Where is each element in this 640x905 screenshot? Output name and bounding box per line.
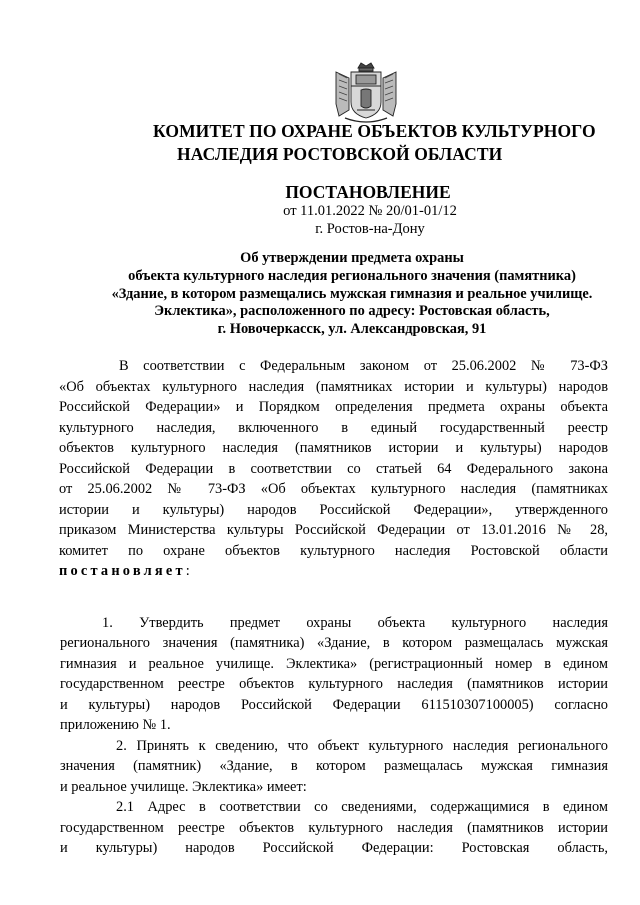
item-1-paragraph <box>60 613 608 736</box>
item-line: приложению № 1. <box>60 717 171 733</box>
document-date-number: от 11.01.2022 № 20/01-01/12 <box>283 203 457 219</box>
item-2-1-paragraph <box>60 797 608 859</box>
subject-line: объекта культурного наследия регионального значения (памятника) <box>128 267 576 284</box>
preamble-line: «Об объектах культурного наследия (памятниках истории и культуры) народов <box>59 378 608 395</box>
item-2-paragraph <box>60 736 608 798</box>
org-line-2: НАСЛЕДИЯ РОСТОВСКОЙ ОБЛАСТИ <box>177 144 503 164</box>
item-line: регионального значения (памятника) «Здание, в котором размещалась мужская <box>60 635 608 651</box>
item-line: государственном реестре объектов культурного наследия (памятников истории <box>60 819 608 836</box>
item-line: значения (памятник) «Здание, в котором размещалась мужская гимназия <box>60 758 608 774</box>
org-line-1: КОМИТЕТ ПО ОХРАНЕ ОБЪЕКТОВ КУЛЬТУРНОГО <box>153 121 596 141</box>
preamble-line: В соответствии с Федеральным законом от 25.06.2002 № 73-ФЗ <box>119 358 608 374</box>
document-type: ПОСТАНОВЛЕНИЕ <box>285 182 451 202</box>
item-line: 2.1 Адрес в соответствии со сведениями, содержащимися в едином <box>116 799 608 815</box>
organization-name <box>120 120 620 166</box>
item-line: 2. Принять к сведению, что объект культурного наследия регионального <box>116 737 608 754</box>
subject-line: г. Новочеркасск, ул. Александровская, 91 <box>217 321 487 338</box>
item-line: государственном реестре объектов культурного наследия (памятников истории <box>60 676 608 692</box>
item-line: гимназия и реальное училище. Эклектика» (регистрационный номер в едином <box>60 655 608 672</box>
document-city: г. Ростов-на-Дону <box>315 221 425 237</box>
preamble-line: приказом Министерства культуры Российской Федерации от 13.01.2016 № 28, <box>59 522 608 538</box>
preamble-line: Российской Федерации в соответствии со статьей 64 Федерального закона <box>59 460 608 477</box>
preamble-line: культурного наследия, включенного в единый государственный реестр <box>59 419 608 436</box>
item-line: и культуры) народов Российской Федерации: Ростовская область, <box>60 840 608 856</box>
coat-of-arms-emblem <box>331 60 401 126</box>
item-line: и культуры) народов Российской Федерации 611510307100005) согласно <box>60 696 608 713</box>
document-subject <box>72 250 632 339</box>
colon: : <box>185 563 190 579</box>
document-meta <box>0 202 640 238</box>
preamble-resolution-line <box>59 561 608 582</box>
subject-line: «Здание, в котором размещались мужская гимназия и реальное училище. <box>111 285 593 302</box>
preamble-paragraph <box>59 356 608 582</box>
preamble-line: истории и культуры) народов Российской Федерации», утвержденного <box>59 501 608 518</box>
preamble-line: комитет по охране объектов культурного наследия Ростовской области <box>59 542 608 559</box>
preamble-line: Российской Федерации» и Порядком определения предмета охраны объекта <box>59 399 608 415</box>
subject-line: Об утверждении предмета охраны <box>240 250 464 266</box>
document-body <box>59 356 608 859</box>
item-line: 1. Утвердить предмет охраны объекта культурного наследия <box>102 614 608 631</box>
item-line: и реальное училище. Эклектика» имеет: <box>60 778 307 795</box>
resolves-word: постановляет <box>59 563 186 579</box>
preamble-line: объектов культурного наследия (памятников истории и культуры) народов <box>59 440 608 456</box>
preamble-line: от 25.06.2002 № 73-ФЗ «Об объектах культурного наследия (памятниках <box>59 481 608 497</box>
subject-line: Эклектика», расположенного по адресу: Ростовская область, <box>154 303 550 320</box>
